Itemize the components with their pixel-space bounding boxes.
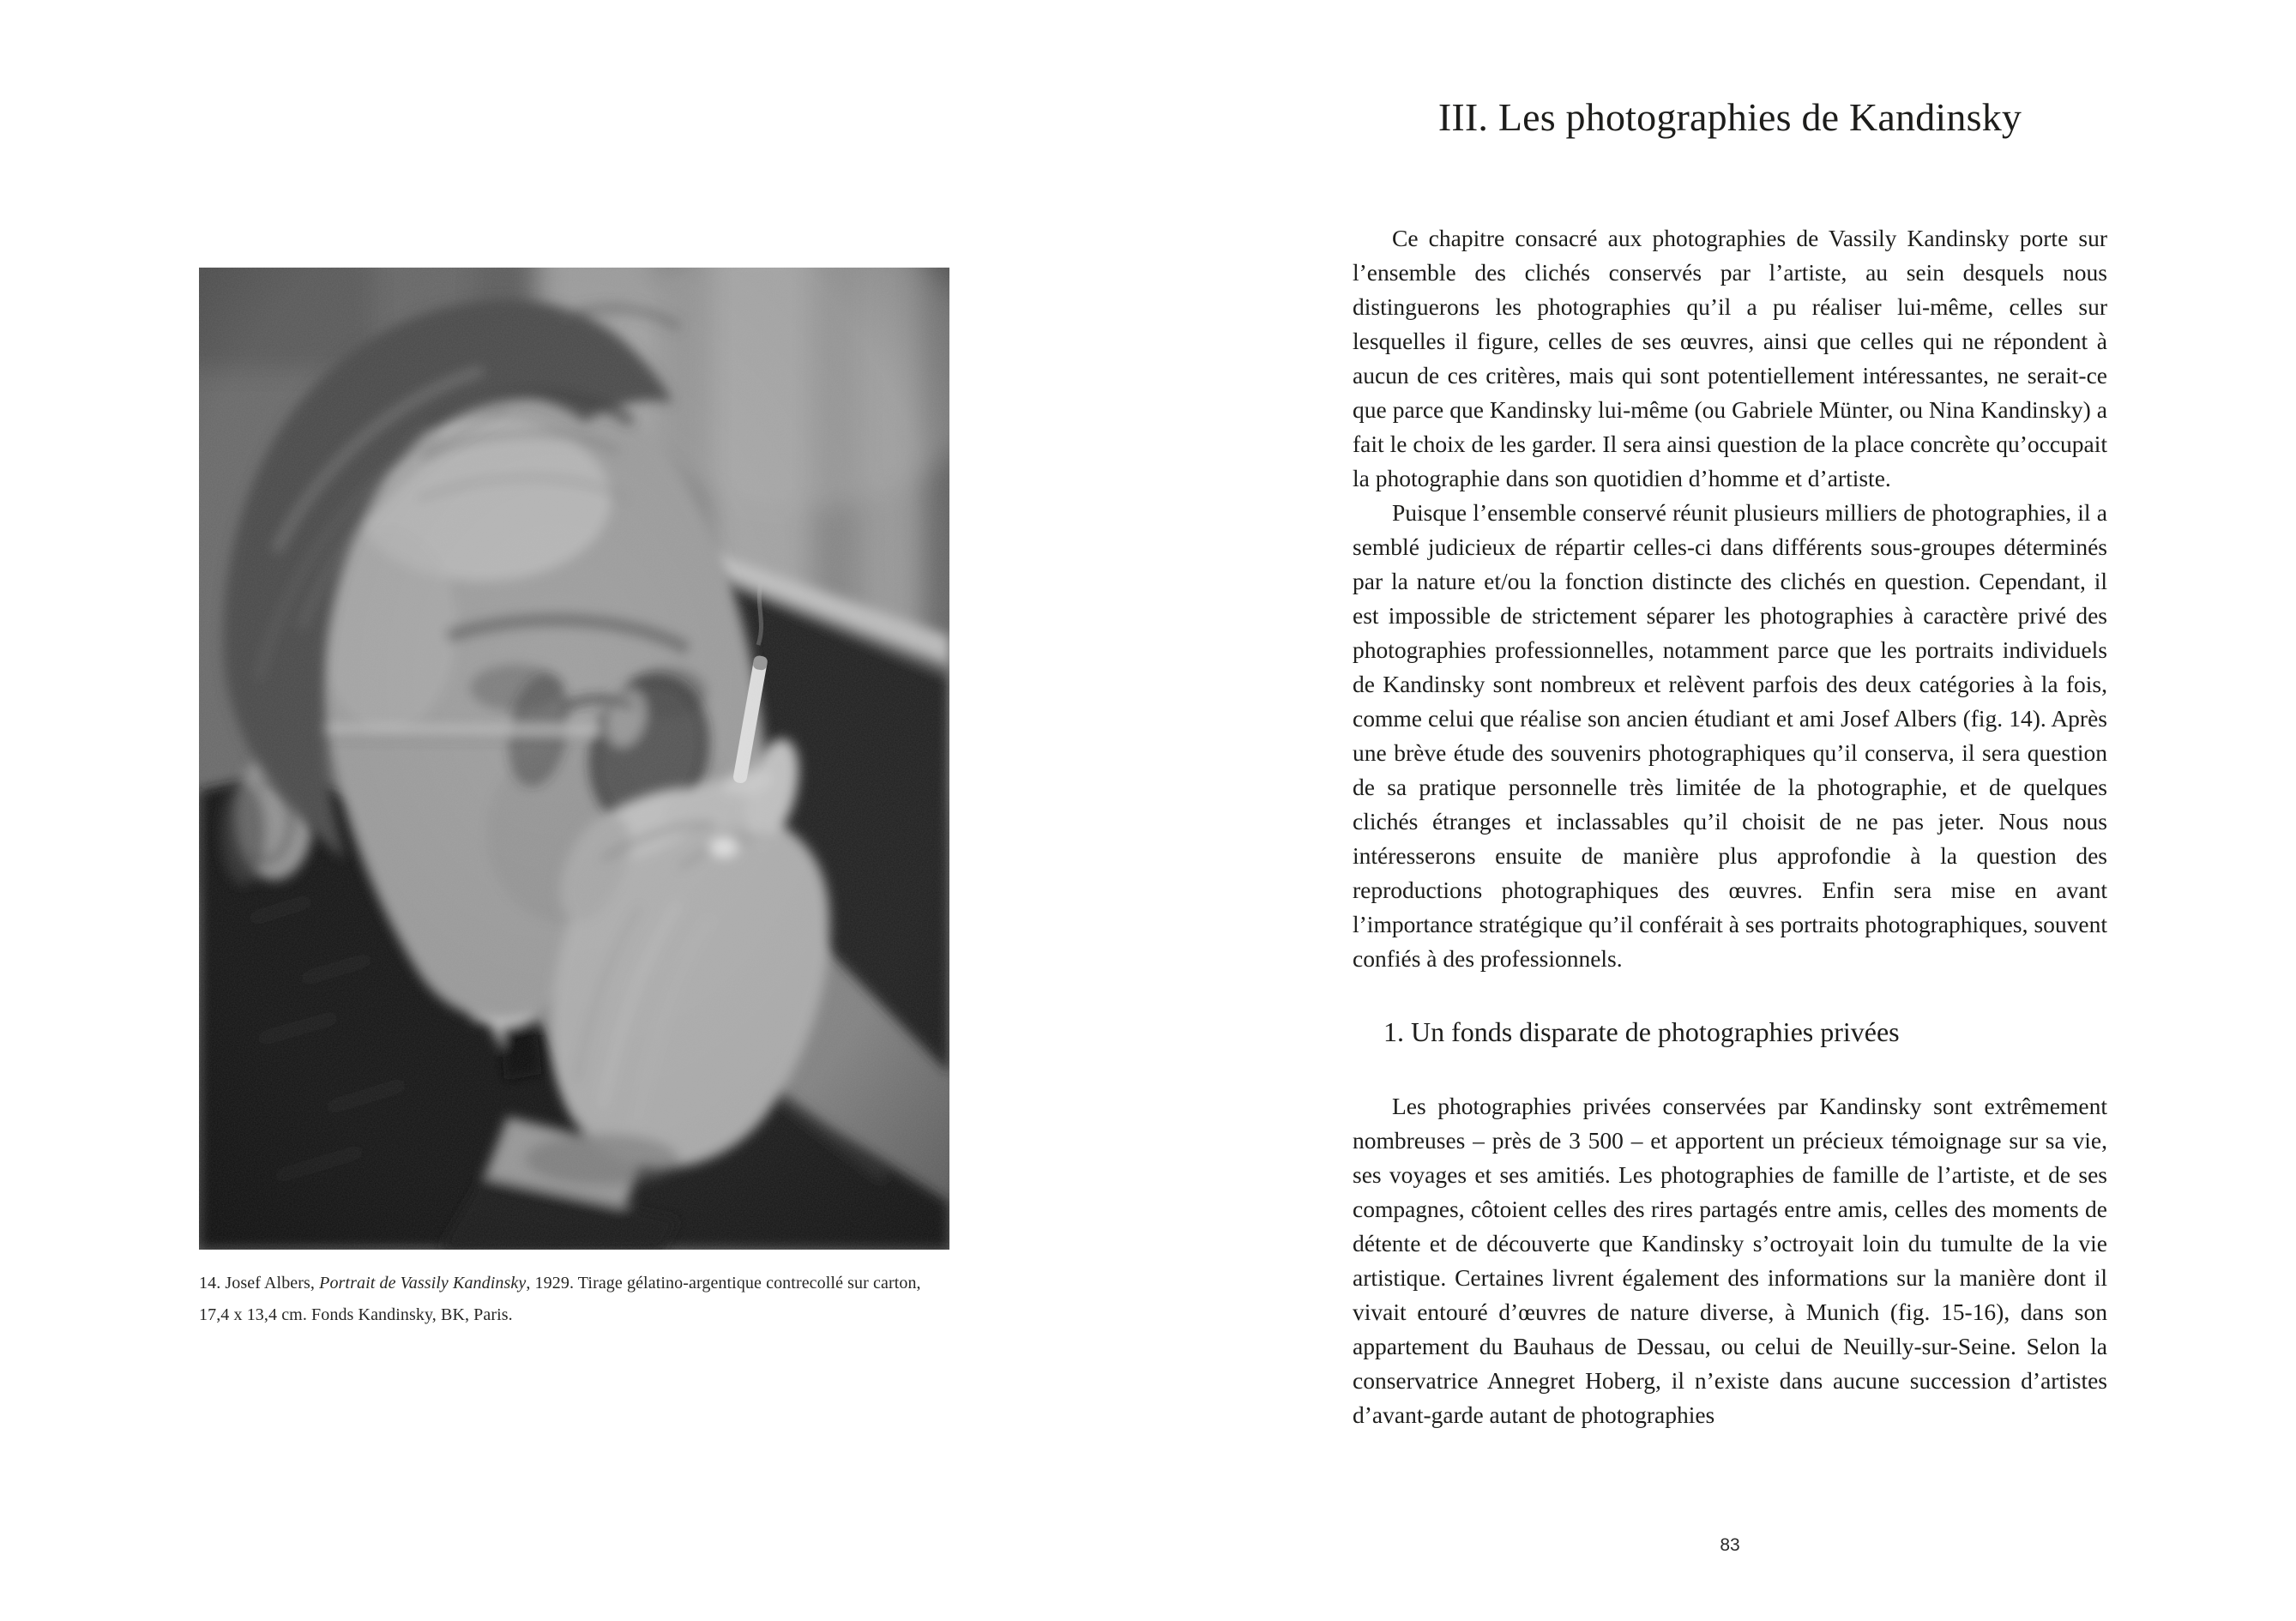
figure-caption-line-2: 17,4 x 13,4 cm. Fonds Kandinsky, BK, Paris. [199, 1305, 513, 1324]
text-column [1353, 93, 2107, 1432]
paragraph-3: Les photographies privées conservées par Kandinsky sont extrêmement nombreuses – près de 3 500 – et apportent un précieux témoignage sur sa vie, ses voyages et ses amitiés. Les photographies de famille de l’artiste, et de ses compagnes, côtoient celles des rires partagés entre amis, celles des moments de détente et de découverte que Kandinsky s’octroyait loin du tumulte de la vie artistique. Certaines livrent également des informations sur la manière dont il vivait entouré d’œuvres de nature diverse, à Munich (fig. 15-16), dans son appartement du Bauhaus de Dessau, ou celui de Neuilly-sur-Seine. Selon la conservatrice Annegret Hoberg, il n’existe dans aucune succession d’artistes d’avant-garde autant de photographies [1353, 1093, 2107, 1428]
caption-work-title: Portrait de Vassily Kandinsky [319, 1274, 527, 1293]
figure-caption-line-1 [199, 1268, 988, 1299]
caption-credit: 14. Josef Albers, [199, 1274, 320, 1293]
kandinsky-portrait-figure [199, 268, 949, 1250]
page-number: 83 [1720, 1535, 1740, 1555]
chapter-title: III. Les photographies de Kandinsky [1437, 95, 2022, 139]
caption-technique: , 1929. Tirage gélatino-argentique contrecollé sur carton, [526, 1274, 921, 1293]
figure-caption [199, 1268, 988, 1331]
paragraph-2: Puisque l’ensemble conservé réunit plusieurs milliers de photographies, il a semblé judicieux de répartir celles-ci dans différents sous-groupes déterminés par la nature et/ou la fonction distincte des clichés en question. Cependant, il est impossible de strictement séparer les photographies à caractère privé des photographies professionnelles, notamment parce que les portraits individuels de Kandinsky sont nombreux et relèvent parfois des deux catégories à la fois, comme celui que réalise son ancien étudiant et ami Josef Albers (fig. 14). Après une brève étude des souvenirs photographiques qu’il conserva, il sera question de sa pratique personnelle très limitée de la photographie, et de quelques clichés étranges et inclassables qu’il choisit de ne pas jeter. Nous nous intéresserons ensuite de manière plus approfondie à la question des reproductions photographiques des œuvres. Enfin sera mise en avant l’importance stratégique qu’il conférait à ses portraits photographiques, souvent confiés à des professionnels. [1353, 499, 2107, 972]
kandinsky-portrait-photo [199, 268, 949, 1250]
photo-grain [199, 268, 949, 1250]
section-heading: 1. Un fonds disparate de photographies privées [1383, 1016, 1900, 1047]
paragraph-1: Ce chapitre consacré aux photographies de Vassily Kandinsky porte sur l’ensemble des clichés conservés par l’artiste, au sein desquels nous distinguerons les photographies qu’il a pu réaliser lui-même, celles sur lesquelles il figure, celles de ses œuvres, ainsi que celles qui ne répondent à aucun de ces critères, mais qui sont potentiellement intéressantes, ne serait-ce que parce que Kandinsky lui-même (ou Gabriele Münter, ou Nina Kandinsky) a fait le choix de les garder. Il sera ainsi question de la place concrète qu’occupait la photographie dans son quotidien d’homme et d’artiste. [1353, 225, 2107, 491]
